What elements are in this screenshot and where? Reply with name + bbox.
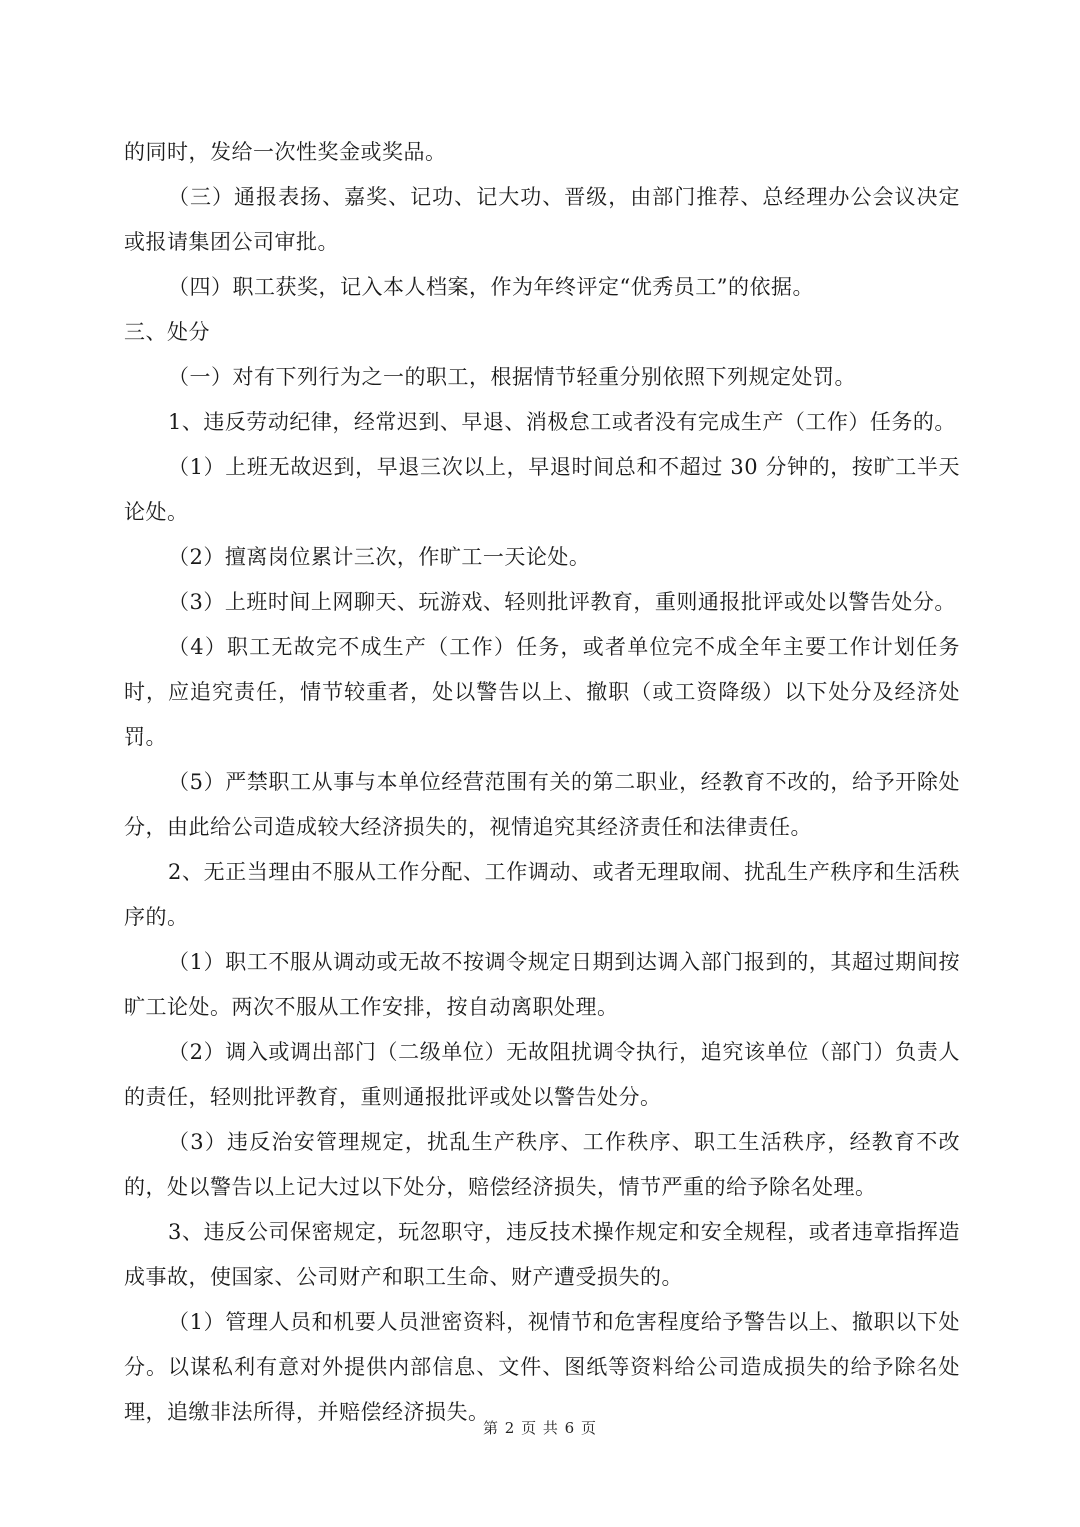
paragraph: （三）通报表扬、嘉奖、记功、记大功、晋级，由部门推荐、总经理办公会议决定或报请集团公司审批。	[124, 185, 960, 254]
paragraph: （一）对有下列行为之一的职工，根据情节轻重分别依照下列规定处罚。	[168, 365, 856, 389]
paragraph: 1、违反劳动纪律，经常迟到、早退、消极怠工或者没有完成生产（工作）任务的。	[168, 410, 956, 434]
paragraph: （1）职工不服从调动或无故不按调令规定日期到达调入部门报到的，其超过期间按旷工论处。两次不服从工作安排，按自动离职处理。	[124, 950, 960, 1019]
paragraph: （1）上班无故迟到，早退三次以上，早退时间总和不超过 30 分钟的，按旷工半天论处。	[124, 455, 960, 524]
paragraph: （2）擅离岗位累计三次，作旷工一天论处。	[168, 545, 591, 569]
paragraph: 2、无正当理由不服从工作分配、工作调动、或者无理取闹、扰乱生产秩序和生活秩序的。	[124, 860, 960, 929]
page-number-footer: 第 2 页 共 6 页	[483, 1419, 597, 1437]
section-heading: 三、处分	[124, 320, 210, 344]
paragraph: （3）违反治安管理规定，扰乱生产秩序、工作秩序、职工生活秩序，经教育不改的，处以警告以上记大过以下处分，赔偿经济损失，情节严重的给予除名处理。	[124, 1130, 960, 1199]
document-body	[124, 130, 960, 1435]
paragraph: 的同时，发给一次性奖金或奖品。	[124, 140, 447, 164]
paragraph: 3、违反公司保密规定，玩忽职守，违反技术操作规定和安全规程，或者违章指挥造成事故，使国家、公司财产和职工生命、财产遭受损失的。	[124, 1220, 960, 1289]
paragraph: （四）职工获奖，记入本人档案，作为年终评定“优秀员工”的依据。	[168, 275, 814, 299]
paragraph: （4）职工无故完不成生产（工作）任务，或者单位完不成全年主要工作计划任务时，应追究责任，情节较重者，处以警告以上、撤职（或工资降级）以下处分及经济处罚。	[124, 635, 960, 749]
paragraph: （3）上班时间上网聊天、玩游戏、轻则批评教育，重则通报批评或处以警告处分。	[168, 590, 956, 614]
paragraph: （1）管理人员和机要人员泄密资料，视情节和危害程度给予警告以上、撤职以下处分。以谋私利有意对外提供内部信息、文件、图纸等资料给公司造成损失的给予除名处理，追缴非法所得，并赔偿经济损失。	[124, 1310, 960, 1424]
paragraph: （5）严禁职工从事与本单位经营范围有关的第二职业，经教育不改的，给予开除处分，由此给公司造成较大经济损失的，视情追究其经济责任和法律责任。	[124, 770, 960, 839]
paragraph: （2）调入或调出部门（二级单位）无故阻扰调令执行，追究该单位（部门）负责人的责任，轻则批评教育，重则通报批评或处以警告处分。	[124, 1040, 960, 1109]
